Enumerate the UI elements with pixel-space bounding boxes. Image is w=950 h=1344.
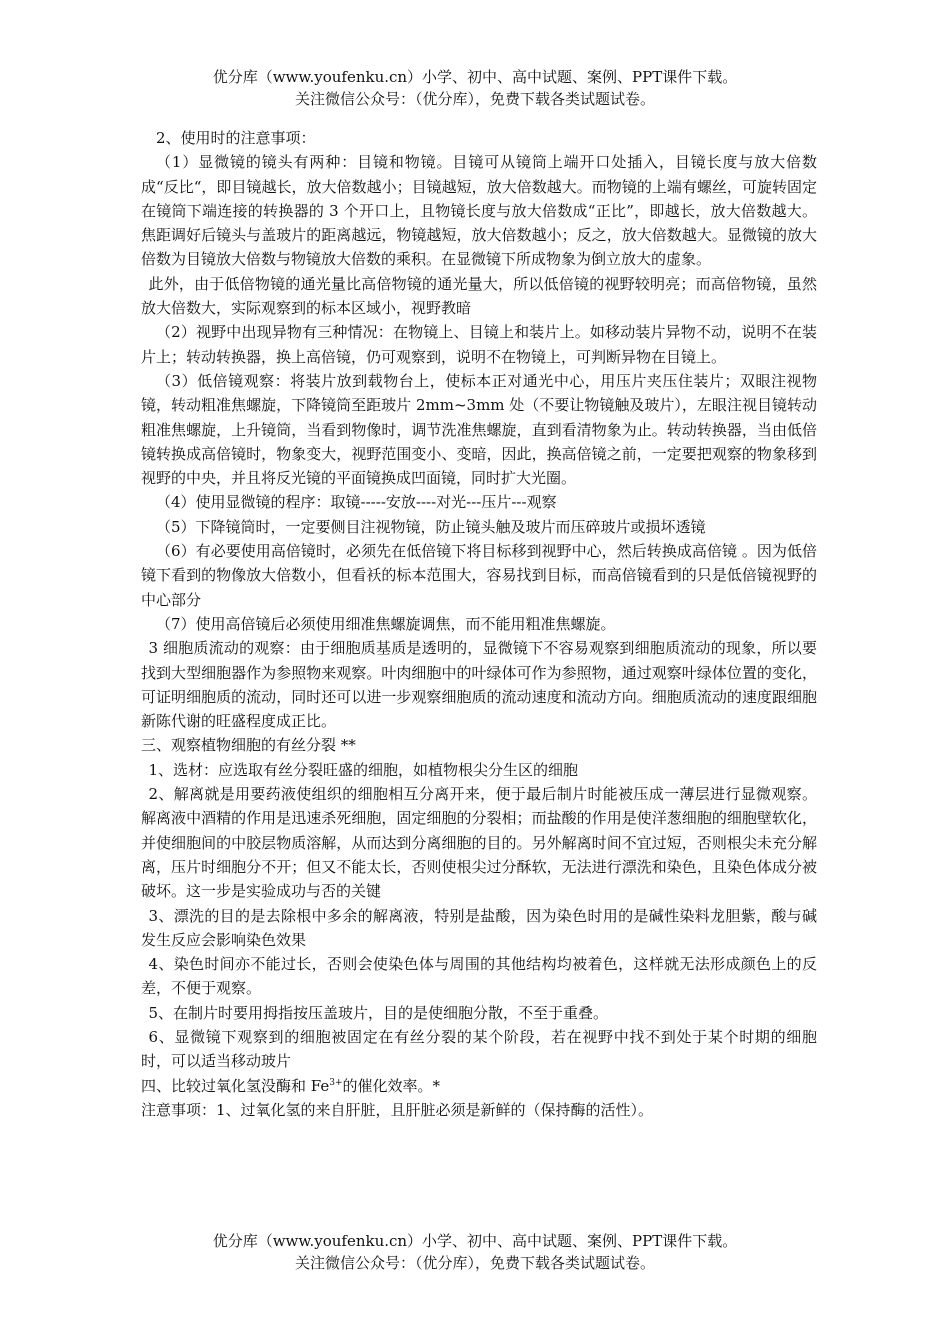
footer-line-2: 关注微信公众号：（优分库），免费下载各类试题试卷。 xyxy=(294,1254,655,1272)
heading-text: 四、比较过氧化氢没酶和 Fe xyxy=(141,1076,330,1095)
paragraph: 1、选材：应选取有丝分裂旺盛的细胞，如植物根尖分生区的细胞 xyxy=(148,760,579,779)
paragraph: 2、解离就是用要药液使组织的细胞相互分离开来，便于最后制片时能被压成一薄层进行显微观察。解离液中酒精的作用是迅速杀死细胞，固定细胞的分裂相；而盐酸的作用是使洋葱细胞的细胞壁软化，并使细胞间的中胶层物质溶解，从而达到分离细胞的目的。另外解离时间不宜过短，否则根尖未充分解离，压片时细胞分不开；但又不能太长，否则使根尖过分酥软，无法进行漂洗和染色，且染色体成分被破坏。这一步是实验成功与否的关键 xyxy=(141,785,817,901)
paragraph: 6、显微镜下观察到的细胞被固定在有丝分裂的某个阶段，若在视野中找不到处于某个时期的细胞时，可以适当移动玻片 xyxy=(141,1027,817,1071)
header-line-1: 优分库（www.youfenku.cn）小学、初中、高中试题、案例、PPT课件下载。 xyxy=(212,68,738,86)
paragraph: 此外，由于低倍物镜的通光量比高倍物镜的通光量大，所以低倍镜的视野较明亮；而高倍物镜，虽然放大倍数大，实际观察到的标本区域小，视野教暗 xyxy=(141,274,817,318)
page-header xyxy=(0,66,950,110)
paragraph: （5）下降镜筒时，一定要侧目注视物镜，防止镜头触及玻片而压碎玻片或损坏透镜 xyxy=(156,517,706,536)
paragraph: （1）显微镜的镜头有两种：目镜和物镜。目镜可从镜筒上端开口处插入，目镜长度与放大倍数成“反比“，即目镜越长，放大倍数越小；目镜越短，放大倍数越大。而物镜的上端有螺丝，可旋转固定在镜筒下端连接的转换器的 3 个开口上，且物镜长度与放大倍数成“正比”，即越长，放大倍数越大。焦距调好后镜头与盖玻片的距离越远，物镜越短，放大倍数越小；反之，放大倍数越大。显微镜的放大倍数为目镜放大倍数与物镜放大倍数的乘积。在显微镜下所成物象为倒立放大的虚象。 xyxy=(141,153,817,269)
paragraph: （7）使用高倍镜后必须使用细准焦螺旋调焦，而不能用粗准焦螺旋。 xyxy=(156,614,616,633)
paragraph: （2）视野中出现异物有三种情况：在物镜上、目镜上和装片上。如移动装片异物不动，说明不在装片上；转动转换器，换上高倍镜，仍可观察到，说明不在物镜上，可判断异物在目镜上。 xyxy=(141,323,817,366)
paragraph: 注意事项：1、过氧化氢的来自肝脏，且肝脏必须是新鲜的（保持酶的活性）。 xyxy=(141,1100,654,1119)
section-heading xyxy=(141,1074,817,1098)
superscript-charge: 3+ xyxy=(329,1077,343,1088)
page-footer xyxy=(0,1230,950,1274)
paragraph: （4）使用显微镜的程序：取镜-----安放----对光---压片---观察 xyxy=(156,493,557,512)
section-heading: 三、观察植物细胞的有丝分裂 ** xyxy=(141,736,356,755)
paragraph: 3 细胞质流动的观察：由于细胞质基质是透明的，显微镜下不容易观察到细胞质流动的现象，所以要找到大型细胞器作为参照物来观察。叶肉细胞中的叶绿体可作为参照物，通过观察叶绿体位置的变化，可证明细胞质的流动，同时还可以进一步观察细胞质的流动速度和流动方向。细胞质流动的速度跟细胞新陈代谢的旺盛程度成正比。 xyxy=(141,639,817,731)
paragraph: 2、使用时的注意事项： xyxy=(156,129,316,147)
document-body xyxy=(141,126,817,1122)
paragraph: 3、漂洗的目的是去除根中多余的解离液，特别是盐酸，因为染色时用的是碱性染料龙胆紫，酸与碱发生反应会影响染色效果 xyxy=(141,906,817,949)
footer-line-1: 优分库（www.youfenku.cn）小学、初中、高中试题、案例、PPT课件下载。 xyxy=(212,1232,738,1250)
paragraph: （3）低倍镜观察：将装片放到载物台上，使标本正对通光中心，用压片夹压住装片；双眼注视物镜，转动粗准焦螺旋，下降镜筒至距玻片 2mm~3mm 处（不要让物镜触及玻片），左眼注视目镜转动粗准焦螺旋，上升镜筒，当看到物像时，调节洗准焦螺旋，直到看清物象为止。转动转换器，当由低倍镜转换成高倍镜时，物象变大，视野范围变小、变暗，因此，换高倍镜之前，一定要把观察的物象移到视野的中央，并且将反光镜的平面镜换成凹面镜，同时扩大光圈。 xyxy=(141,371,817,488)
paragraph: （6）有必要使用高倍镜时，必须先在低倍镜下将目标移到视野中心，然后转换成高倍镜 。因为低倍镜下看到的物像放大倍数小，但看袄的标本范围大，容易找到目标，而高倍镜看到的只是低倍镜视野的中心部分 xyxy=(141,542,817,609)
paragraph: 4、染色时间亦不能过长，否则会使染色体与周围的其他结构均被着色，这样就无法形成颜色上的反差，不便于观察。 xyxy=(141,955,817,998)
heading-text: 的催化效率。* xyxy=(342,1076,441,1095)
header-line-2: 关注微信公众号：（优分库），免费下载各类试题试卷。 xyxy=(294,90,655,108)
paragraph: 5、在制片时要用拇指按压盖玻片，目的是使细胞分散，不至于重叠。 xyxy=(148,1003,609,1022)
